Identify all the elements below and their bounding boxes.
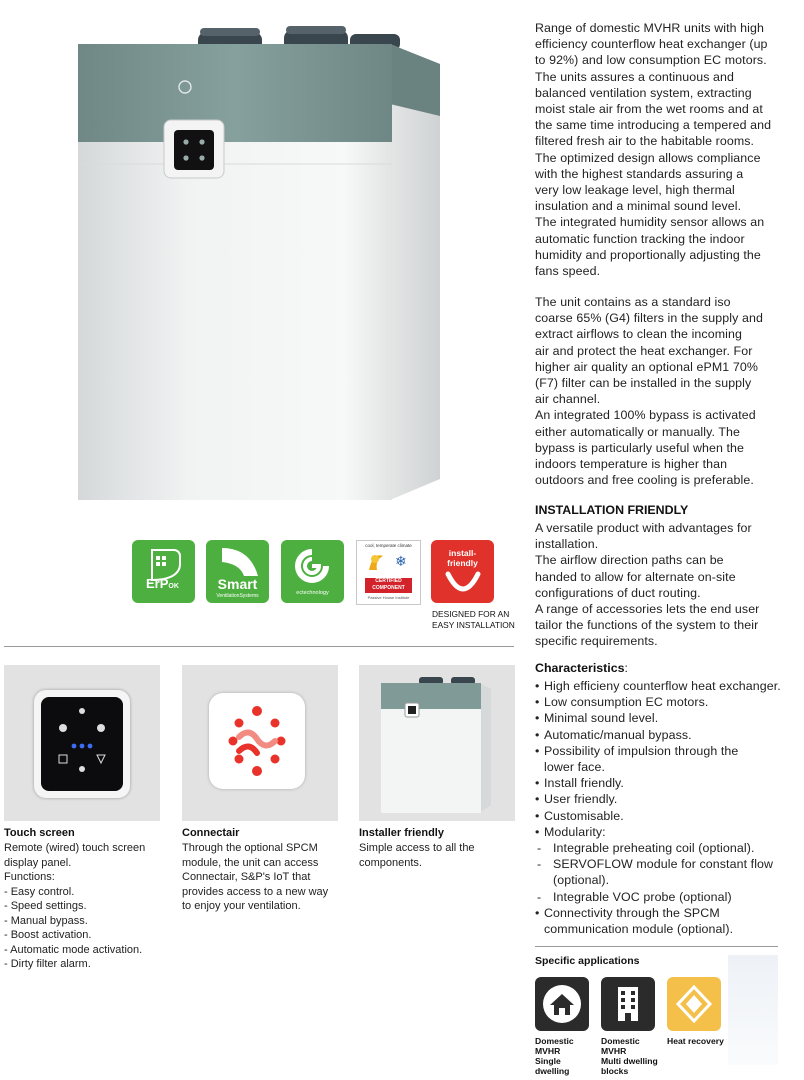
characteristics-list [535,678,797,937]
intro-line: balanced ventilation system, extracting [535,85,752,100]
characteristic-item [535,905,797,937]
decorative-watermark [728,955,778,1065]
feature-line: module, the unit can access [182,856,319,869]
characteristic-item [535,775,797,791]
application-label-line: Multi dwelling [601,1056,658,1066]
single-dwelling-tile [535,977,589,1031]
application-label-line: blocks [601,1066,629,1076]
applications-divider [535,946,778,947]
characteristic-line: • Automatic/manual bypass. [544,727,692,742]
intro-line: either automatically or manually. The [535,424,741,439]
smile-icon [444,570,482,596]
characteristic-line: • High efficieny counterflow heat exchanger. [544,679,781,693]
installation-heading: INSTALLATION FRIENDLY [535,503,689,517]
characteristic-line: communication module (optional). [544,922,734,937]
touch-panel-screen [41,697,123,791]
installation-line: The airflow direction paths can be [535,553,724,568]
application-label-line: Domestic [535,1036,574,1046]
intro-line: air and protect the heat exchanger. For [535,343,753,358]
feature-line: - Manual bypass. [4,914,88,927]
installation-text [535,520,795,650]
characteristics-title: Characteristics [535,661,625,675]
intro-line: The optimized design allows compliance [535,150,761,165]
application-label-line: Heat recovery [667,1036,724,1046]
connectair-app-tile [209,693,305,789]
erp-leaf-icon [132,540,195,603]
smart-subtitle: VentilationSystems [216,593,259,599]
applications-heading: Specific applications [535,955,640,967]
installer-friendly-image [359,665,515,821]
intro-paragraph-2 [535,294,795,488]
heat-recovery-label [667,1036,724,1046]
product-image [60,24,460,514]
smart-badge [206,540,269,603]
intro-line: The units assures a continuous and [535,69,735,84]
characteristic-line: - Integrable preheating coil (optional). [553,841,755,856]
application-label-line: MVHR [601,1046,627,1056]
intro-line: moist stale air from the wet rooms and at [535,102,763,117]
ectechnology-label: ectechnology [296,590,329,596]
intro-paragraph-1 [535,20,795,279]
application-label-line: Single [535,1056,561,1066]
feature-line: - Automatic mode activation. [4,943,143,956]
application-label-line: dwelling [535,1066,570,1076]
characteristic-line: • Connectivity through the SPCM [544,905,720,920]
feature-line: Connectair, S&P's IoT that [182,871,311,883]
characteristic-item [535,824,797,840]
multi-dwelling-label [601,1036,658,1076]
intro-line: extract airflows to clean the incoming [535,327,742,342]
house-icon [535,977,589,1031]
characteristic-line: • Minimal sound level. [544,711,659,726]
installation-line: A range of accessories lets the end user [535,602,760,617]
installation-line: tailor the functions of the system to their [535,618,759,633]
certified-label: CERTIFIED COMPONENT [365,578,412,593]
smart-title: Smart [217,576,258,592]
intro-line: Range of domestic MVHR units with high [535,21,764,35]
single-dwelling-label [535,1036,574,1076]
application-label-line: Domestic [601,1036,640,1046]
feature-line: components. [359,856,422,869]
section-divider [4,646,514,647]
feature-line: display panel. [4,856,72,869]
erp-badge [132,540,195,603]
multi-dwelling-tile [601,977,655,1031]
certified-component-badge [356,540,421,605]
intro-line: humidity and proportionally adjusting the [535,247,761,262]
characteristic-item [535,727,797,743]
intro-line: bypass is particularly useful when the [535,440,745,455]
connectair-text [182,841,352,914]
touch-screen-text [4,841,169,972]
install-caption-line: DESIGNED FOR AN [432,609,510,619]
intro-line: very low leakage level, high thermal [535,183,735,198]
characteristic-line: - SERVOFLOW module for constant flow [553,857,774,872]
characteristic-line: lower face. [544,760,606,775]
intro-line: An integrated 100% bypass is activated [535,408,756,423]
feature-line: Functions: [4,871,55,883]
installation-line: specific requirements. [535,634,658,649]
characteristic-item [535,808,797,824]
touch-screen-image [4,665,160,821]
intro-line: outdoors and free cooling is preferable. [535,473,754,488]
characteristic-line: • Install friendly. [544,776,624,791]
heat-recovery-tile [667,977,721,1031]
characteristic-subitem [535,856,797,888]
characteristic-line: - Integrable VOC probe (optional) [553,889,732,904]
feature-line: - Dirty filter alarm. [4,958,91,970]
connectair-title: Connectair [182,827,240,839]
characteristic-subitem [535,889,797,905]
feature-line: - Boost activation. [4,929,92,941]
characteristic-item [535,791,797,807]
intro-line: The unit contains as a standard iso [535,295,731,309]
intro-line: insulation and a minimal sound level. [535,199,742,214]
intro-line: filtered fresh air to the habitable rooms. [535,134,755,149]
installation-line: installation. [535,537,599,552]
intro-line: efficiency counterflow heat exchanger (up [535,37,768,52]
ectechnology-badge [281,540,344,603]
heat-recovery-icon [667,977,721,1031]
install-friendly-badge [431,540,494,603]
installation-line: handed to allow for alternate on-site [535,569,736,584]
characteristic-line: • Possibility of impulsion through the [544,743,739,758]
connectair-image [182,665,338,821]
small-unit-illustration [359,665,515,821]
touch-screen-title: Touch screen [4,827,75,839]
install-caption [432,609,515,630]
intro-line: air channel. [535,392,601,407]
feature-line: Simple access to all the [359,842,475,854]
certified-bottom-text: Passive House Institute [367,595,410,600]
characteristic-item [535,710,797,726]
feature-line: Remote (wired) touch screen [4,842,146,854]
characteristic-line: • Low consumption EC motors. [544,695,709,710]
intro-line: higher air quality an optional ePM1 70% [535,359,758,374]
feature-line: provides access to a new way [182,885,329,898]
touch-panel-icons [41,697,123,791]
characteristic-line: • Customisable. [544,808,624,823]
feature-line: Through the optional SPCM [182,842,318,854]
intro-line: with the highest standards assuring a [535,166,744,181]
touch-panel-frame [34,690,130,798]
characteristic-subitem [535,840,797,856]
intro-line: (F7) filter can be installed in the supply [535,376,752,391]
characteristic-item [535,743,797,775]
feature-line: - Speed settings. [4,900,87,912]
certified-top-text: cool, temperate climate [365,543,412,548]
erp-label: ErPOK [146,576,179,591]
svg-text:❄: ❄ [395,554,407,570]
characteristics-heading [535,661,628,675]
intro-line: to 92%) and low consumption EC motors. [535,53,767,68]
intro-line: automatic function tracking the indoor [535,231,745,246]
installer-friendly-text [359,841,519,870]
characteristics-items [535,678,797,937]
climate-icons [363,550,415,574]
installation-line: configurations of duct routing. [535,585,701,600]
mvhr-unit-illustration [60,24,460,514]
intro-line: The integrated humidity sensor allows an [535,215,765,230]
intro-line: indoors temperature is higher than [535,457,728,472]
feature-line: - Easy control. [4,885,75,898]
intro-line: fans speed. [535,264,601,279]
characteristic-item [535,678,797,694]
connectair-logo-icon [209,693,305,789]
characteristic-line: • User friendly. [544,792,618,807]
building-icon [601,977,655,1031]
installer-friendly-title: Installer friendly [359,827,444,839]
install-caption-line: EASY INSTALLATION [432,619,515,630]
intro-line: the same time introducing a tempered and [535,118,772,133]
application-label-line: MVHR [535,1046,561,1056]
intro-line: coarse 65% (G4) filters in the supply and [535,311,763,326]
characteristic-item [535,694,797,710]
feature-line: to enjoy your ventilation. [182,900,301,912]
characteristic-line: (optional). [553,873,610,888]
characteristic-line: • Modularity: [544,824,606,839]
installation-line: A versatile product with advantages for [535,521,752,535]
characteristics-colon: : [624,661,628,675]
install-friendly-label: install- friendly [447,548,478,568]
